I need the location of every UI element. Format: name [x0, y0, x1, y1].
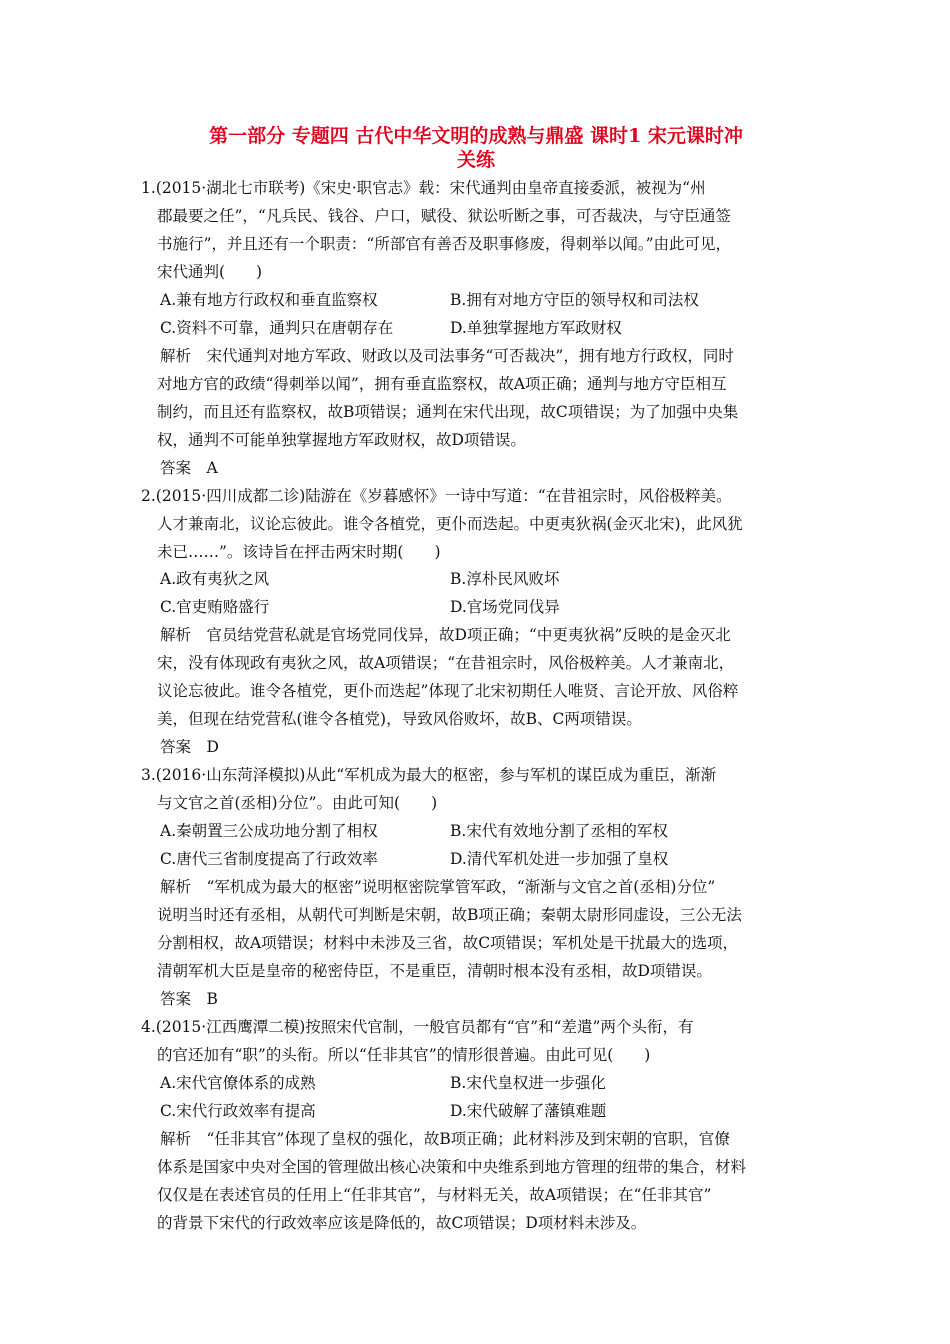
title-line-1: 第一部分 专题四 古代中华文明的成熟与鼎盛 课时1 宋元课时冲 — [209, 125, 743, 147]
q3-analysis-line: 解析 “军机成为最大的枢密”说明枢密院掌管军政，“渐渐与文官之首(丞相)分位” — [160, 878, 716, 896]
q1-stem-line: 书施行”，并且还有一个职责：“所部官有善否及职事修废，得刺举以闻。”由此可见， — [157, 235, 732, 253]
q1-option-b: B.拥有对地方守臣的领导权和司法权 — [450, 291, 699, 309]
q1-analysis-line: 对地方官的政绩“得刺举以闻”，拥有垂直监察权，故A项正确；通判与地方守臣相互 — [157, 375, 727, 393]
q1-answer: 答案 A — [160, 459, 218, 477]
q2-option-c: C.官吏贿赂盛行 — [160, 598, 270, 616]
q3-stem-line: 3.(2016·山东菏泽模拟)从此“军机成为最大的枢密，参与军机的谋臣成为重臣，渐渐 — [141, 766, 717, 784]
q4-analysis-line: 体系是国家中央对全国的管理做出核心决策和中央维系到地方管理的纽带的集合，材料 — [157, 1158, 747, 1176]
q1-stem-line: 郡最要之任”，“凡兵民、钱谷、户口，赋役、狱讼听断之事，可否裁决，与守臣通签 — [157, 207, 731, 225]
q3-analysis-line: 说明当时还有丞相，从朝代可判断是宋朝，故B项正确；秦朝太尉形同虚设，三公无法 — [157, 906, 742, 924]
q3-option-d: D.清代军机处进一步加强了皇权 — [450, 850, 669, 868]
q3-option-c: C.唐代三省制度提高了行政效率 — [160, 850, 378, 868]
q2-analysis-line: 宋，没有体现政有夷狄之风，故A项错误；“在昔祖宗时，风俗极粹美。人才兼南北， — [157, 654, 735, 672]
q2-stem-line: 人才兼南北，议论忘彼此。谁令各植党，更仆而迭起。中更夷狄祸(金灭北宋)，此风犹 — [157, 515, 743, 533]
q4-stem-line: 的官还加有“职”的头衔。所以“任非其官”的情形很普遍。由此可见( ) — [157, 1046, 651, 1064]
q2-stem-line: 2.(2015·四川成都二诊)陆游在《岁暮感怀》一诗中写道：“在昔祖宗时，风俗极粹美。 — [141, 487, 732, 505]
q1-option-a: A.兼有地方行政权和垂直监察权 — [160, 291, 378, 309]
q2-option-b: B.淳朴民风败坏 — [450, 570, 560, 588]
q4-option-b: B.宋代皇权进一步强化 — [450, 1074, 606, 1092]
q1-analysis-line: 解析 宋代通判对地方军政、财政以及司法事务“可否裁决”，拥有地方行政权，同时 — [160, 347, 734, 365]
q1-analysis-line: 制约，而且还有监察权，故B项错误；通判在宋代出现，故C项错误；为了加强中央集 — [157, 403, 739, 421]
q1-stem-line: 1.(2015·湖北七市联考)《宋史·职官志》载：宋代通判由皇帝直接委派，被视为“州 — [141, 179, 706, 197]
q3-answer: 答案 B — [160, 990, 218, 1008]
q4-option-c: C.宋代行政效率有提高 — [160, 1102, 316, 1120]
q2-analysis-line: 解析 官员结党营私就是官场党同伐异，故D项正确；“中更夷狄祸”反映的是金灭北 — [160, 626, 731, 644]
q2-stem-line: 未已……”。该诗旨在抨击两宋时期( ) — [157, 543, 441, 561]
q4-analysis-line: 仅仅是在表述官员的任用上“任非其官”，与材料无关，故A项错误；在“任非其官” — [157, 1186, 712, 1204]
q2-analysis-line: 美，但现在结党营私(谁令各植党)，导致风俗败坏，故B、C两项错误。 — [157, 710, 642, 728]
q3-stem-line: 与文官之首(丞相)分位”。由此可知( ) — [157, 794, 438, 812]
q4-option-d: D.宋代破解了藩镇难题 — [450, 1102, 607, 1120]
q3-option-b: B.宋代有效地分割了丞相的军权 — [450, 822, 668, 840]
q1-option-d: D.单独掌握地方军政财权 — [450, 319, 622, 337]
q3-analysis-line: 分割相权，故A项错误；材料中未涉及三省，故C项错误；军机处是干扰最大的选项， — [157, 934, 739, 952]
q3-analysis-line: 清朝军机大臣是皇帝的秘密侍臣，不是重臣，清朝时根本没有丞相，故D项错误。 — [157, 962, 712, 980]
title-line-2: 关练 — [456, 149, 495, 171]
q4-stem-line: 4.(2015·江西鹰潭二模)按照宋代官制，一般官员都有“官”和“差遣”两个头衔，有 — [141, 1018, 694, 1036]
q2-option-a: A.政有夷狄之风 — [160, 570, 270, 588]
page-title — [140, 124, 812, 172]
q1-stem-line: 宋代通判( ) — [157, 263, 263, 281]
q4-analysis-line: 解析 “任非其官”体现了皇权的强化，故B项正确；此材料涉及到宋朝的官职，官僚 — [160, 1130, 730, 1148]
q4-option-a: A.宋代官僚体系的成熟 — [160, 1074, 316, 1092]
q2-analysis-line: 议论忘彼此。谁令各植党，更仆而迭起”体现了北宋初期任人唯贤、言论开放、风俗粹 — [157, 682, 739, 700]
q3-option-a: A.秦朝置三公成功地分割了相权 — [160, 822, 378, 840]
q2-option-d: D.官场党同伐异 — [450, 598, 560, 616]
q1-option-c: C.资料不可靠，通判只在唐朝存在 — [160, 319, 394, 337]
q2-answer: 答案 D — [160, 738, 219, 756]
q1-analysis-line: 权，通判不可能单独掌握地方军政财权，故D项错误。 — [157, 431, 526, 449]
q4-analysis-line: 的背景下宋代的行政效率应该是降低的，故C项错误；D项材料未涉及。 — [157, 1214, 647, 1232]
